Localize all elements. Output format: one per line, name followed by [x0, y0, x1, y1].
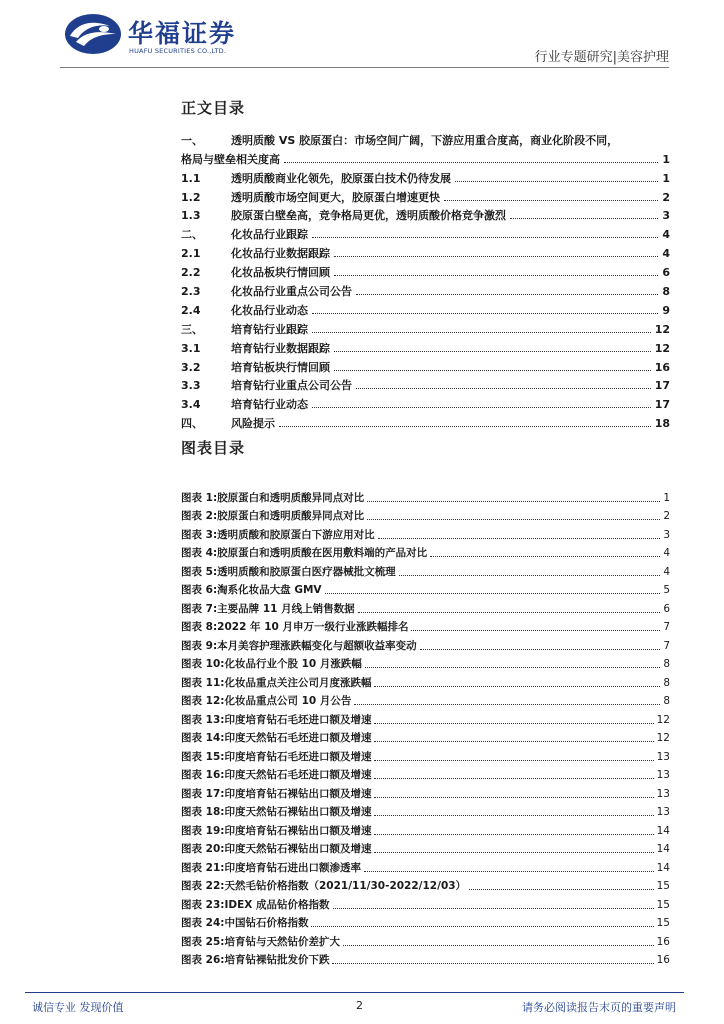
toc-entry[interactable]	[181, 411, 670, 430]
toc-entry-page: 9	[662, 303, 670, 317]
toc-entry[interactable]	[181, 392, 670, 411]
figure-page: 4	[663, 547, 670, 559]
toc-entry-page: 16	[654, 360, 670, 374]
toc-entry[interactable]	[181, 298, 670, 317]
figure-leader-dots	[378, 537, 661, 539]
figure-caption: 化妆品重点公司 10 月公告	[224, 695, 352, 707]
figure-caption: 透明质酸和胶原蛋白医疗器械批文梳理	[217, 565, 396, 578]
figure-caption: 印度培育钻石裸钻出口额及增速	[224, 824, 372, 837]
toc-entry-text: 风险提示	[231, 417, 275, 431]
figure-label: 图表 25:	[181, 935, 225, 948]
figure-page: 15	[656, 880, 670, 892]
figure-caption: 2022 年 10 月申万一级行业涨跌幅排名	[217, 621, 409, 633]
toc-entry-1[interactable]	[181, 128, 670, 166]
figure-caption: 胶原蛋白和透明质酸异同点对比	[217, 491, 365, 504]
figure-entry[interactable]	[181, 616, 670, 635]
toc-leader-dots	[334, 274, 658, 276]
toc-entry-page: 3	[662, 209, 670, 223]
toc-entry-text: 化妆品行业跟踪	[231, 228, 308, 242]
figure-entry[interactable]	[181, 838, 670, 857]
figure-label: 图表 19:	[181, 824, 225, 837]
figure-label: 图表 20:	[181, 843, 225, 855]
figure-entry[interactable]	[181, 782, 670, 801]
toc-entry-number: 二、	[181, 228, 203, 242]
toc-entry-text: 化妆品行业数据跟踪	[231, 247, 330, 261]
figure-leader-dots	[374, 685, 660, 687]
figure-leader-dots	[333, 907, 654, 909]
toc-leader-dots	[312, 236, 658, 238]
figure-caption: 印度培育钻石毛坯进口额及增速	[224, 713, 372, 726]
figure-list-title: 图表目录	[181, 439, 246, 457]
toc-leader-dots	[284, 161, 658, 163]
toc-entry-number: 3.1	[181, 341, 201, 355]
figure-label: 图表 26:	[181, 954, 225, 966]
figure-page: 15	[656, 898, 670, 911]
figure-entry[interactable]	[181, 505, 670, 524]
toc-entry-text: 化妆品板块行情回顾	[231, 266, 330, 280]
figure-page: 14	[656, 824, 670, 837]
figure-page: 12	[656, 713, 670, 726]
figure-page: 13	[656, 806, 670, 818]
brand-name-en: HUAFU SECURITIES CO.,LTD.	[129, 47, 227, 55]
toc-entry[interactable]	[181, 185, 670, 204]
figure-leader-dots	[343, 944, 654, 946]
toc-entry-number: 1.3	[181, 209, 201, 223]
toc-entry-text: 化妆品行业重点公司公告	[231, 285, 352, 299]
toc-entry[interactable]	[181, 279, 670, 298]
toc-entry-text: 胶原蛋白壁垒高，竞争格局更优，透明质酸价格竞争激烈	[231, 209, 506, 223]
figure-caption: 中国钻石价格指数	[224, 917, 309, 929]
toc-entry-text: 培育钻行业跟踪	[231, 322, 308, 336]
figure-leader-dots	[354, 703, 660, 705]
figure-page: 14	[656, 843, 670, 855]
figure-page: 8	[663, 658, 670, 670]
figure-label: 图表 22:	[181, 880, 225, 892]
figure-entry[interactable]	[181, 819, 670, 838]
figure-label: 图表 4:	[181, 547, 218, 559]
figure-caption: 主要品牌 11 月线上销售数据	[217, 602, 355, 615]
toc-entry-number: 1.2	[181, 190, 201, 204]
toc-leader-dots	[312, 406, 651, 408]
toc-leader-dots	[279, 425, 651, 427]
figure-page: 7	[663, 621, 670, 633]
figure-page: 13	[656, 750, 670, 763]
toc-entry-page: 2	[662, 190, 670, 204]
toc-entry-page: 17	[654, 379, 670, 393]
toc-entry-text: 透明质酸商业化领先，胶原蛋白技术仍待发展	[231, 171, 451, 185]
figure-leader-dots	[430, 555, 660, 557]
figure-entry[interactable]	[181, 930, 670, 949]
figure-entry[interactable]	[181, 801, 670, 820]
toc-leader-dots	[356, 293, 658, 295]
figure-label: 图表 18:	[181, 806, 225, 818]
figure-page: 8	[663, 676, 670, 689]
figure-page: 6	[663, 602, 670, 615]
toc-entry-page: 12	[654, 341, 670, 355]
toc-entry-text: 化妆品行业动态	[231, 303, 308, 317]
figure-label: 图表 2:	[181, 510, 218, 522]
figure-caption: 印度培育钻石进出口额渗透率	[224, 861, 361, 874]
figure-page: 2	[663, 510, 670, 522]
figure-caption: 胶原蛋白和透明质酸在医用敷料端的产品对比	[217, 547, 428, 559]
figure-entry[interactable]	[181, 597, 670, 616]
figure-label: 图表 16:	[181, 769, 225, 781]
figure-leader-dots	[332, 962, 653, 964]
figure-leader-dots	[358, 611, 661, 613]
figure-leader-dots	[374, 833, 653, 835]
figure-page: 13	[656, 787, 670, 800]
figure-entry[interactable]	[181, 671, 670, 690]
table-of-contents	[181, 128, 670, 430]
report-category: 行业专题研究|美容护理	[534, 50, 669, 65]
figure-leader-dots	[364, 870, 654, 872]
toc-leader-dots	[334, 350, 651, 352]
figure-leader-dots	[367, 518, 660, 520]
figure-page: 14	[656, 861, 670, 874]
figure-entry[interactable]	[181, 745, 670, 764]
figure-leader-dots	[374, 759, 653, 761]
figure-label: 图表 6:	[181, 584, 218, 596]
figure-caption: 培育钻与天然钻价差扩大	[224, 935, 340, 948]
figure-label: 图表 21:	[181, 861, 225, 874]
figure-page: 3	[663, 528, 670, 541]
toc-title: 正文目录	[181, 99, 246, 117]
figure-label: 图表 11:	[181, 676, 225, 689]
figure-entry[interactable]	[181, 690, 670, 709]
figure-caption: 化妆品重点关注公司月度涨跌幅	[224, 676, 372, 689]
figure-label: 图表 23:	[181, 898, 225, 911]
toc-leader-dots	[444, 199, 658, 201]
toc-leader-dots	[312, 331, 651, 333]
toc-entry-number: 3.3	[181, 379, 201, 393]
figure-leader-dots	[469, 888, 654, 890]
toc-entry-number: 2.2	[181, 266, 201, 280]
figure-leader-dots	[374, 814, 653, 816]
footer-disclaimer: 请务必阅读报告末页的重要声明	[522, 1001, 676, 1014]
toc-entry-text: 培育钻行业动态	[231, 398, 308, 412]
figure-entry[interactable]	[181, 542, 670, 561]
toc-leader-dots	[312, 312, 658, 314]
figure-caption: 胶原蛋白和透明质酸异同点对比	[217, 510, 365, 522]
toc-entry-text: 透明质酸市场空间更大，胶原蛋白增速更快	[231, 190, 440, 204]
figure-entry[interactable]	[181, 727, 670, 746]
toc-leader-dots	[356, 387, 651, 389]
figure-label: 图表 1:	[181, 491, 218, 504]
toc-entry-page: 18	[654, 417, 670, 431]
figure-entry[interactable]	[181, 949, 670, 968]
toc-entry-text: 透明质酸 VS 胶原蛋白：市场空间广阔，下游应用重合度高，商业化阶段不同，	[231, 133, 619, 147]
figure-entry[interactable]	[181, 893, 670, 912]
figure-page: 8	[663, 695, 670, 707]
figure-caption: 本月美容护理涨跌幅变化与超额收益率变动	[217, 639, 417, 652]
toc-entry-text-cont: 格局与壁垒相关度高	[181, 152, 280, 166]
figure-page: 15	[656, 917, 670, 929]
figure-caption: 透明质酸和胶原蛋白下游应用对比	[217, 528, 375, 541]
toc-entry-number: 2.4	[181, 303, 201, 317]
figure-page: 4	[663, 565, 670, 578]
figure-caption: 印度培育钻石毛坯进口额及增速	[224, 750, 372, 763]
figure-label: 图表 14:	[181, 732, 225, 744]
toc-entry-text: 培育钻行业重点公司公告	[231, 379, 352, 393]
figure-leader-dots	[399, 574, 661, 576]
toc-entry[interactable]	[181, 166, 670, 185]
toc-entry[interactable]	[181, 355, 670, 374]
toc-entry-page: 17	[654, 398, 670, 412]
figure-entry[interactable]	[181, 875, 670, 894]
brand-name-cn: 华福证券	[128, 19, 237, 48]
figure-label: 图表 7:	[181, 602, 218, 615]
page-number: 2	[356, 999, 363, 1012]
figure-page: 5	[663, 584, 670, 596]
figure-leader-dots	[374, 851, 653, 853]
figure-page: 16	[656, 954, 670, 966]
toc-entry-text: 培育钻行业数据跟踪	[231, 341, 330, 355]
figure-caption: 印度培育钻石裸钻出口额及增速	[224, 787, 372, 800]
toc-entry-page: 4	[662, 228, 670, 242]
figure-label: 图表 10:	[181, 658, 225, 670]
toc-leader-dots	[334, 369, 651, 371]
figure-page: 16	[656, 935, 670, 948]
figure-caption: 印度天然钻石裸钻出口额及增速	[224, 806, 372, 818]
toc-entry-number: 2.3	[181, 285, 201, 299]
header-divider	[60, 67, 669, 68]
figure-entry[interactable]	[181, 486, 670, 505]
figure-label: 图表 15:	[181, 750, 225, 763]
figure-leader-dots	[420, 648, 661, 650]
figure-label: 图表 8:	[181, 621, 218, 633]
figure-caption: 印度天然钻石裸钻出口额及增速	[224, 843, 372, 855]
figure-label: 图表 5:	[181, 565, 218, 578]
toc-entry-page: 1	[662, 171, 670, 185]
toc-entry-number: 一、	[181, 133, 203, 147]
figure-leader-dots	[311, 925, 653, 927]
toc-entry-page: 4	[662, 247, 670, 261]
huafu-logo-icon	[64, 12, 122, 56]
figure-leader-dots	[367, 500, 660, 502]
figure-leader-dots	[374, 796, 653, 798]
figure-label: 图表 13:	[181, 713, 225, 726]
toc-entry[interactable]	[181, 374, 670, 393]
figure-page: 12	[656, 732, 670, 744]
toc-entry-number: 三、	[181, 322, 203, 336]
figure-caption: 淘系化妆品大盘 GMV	[217, 584, 322, 596]
figure-page: 1	[663, 491, 670, 504]
toc-entry-text: 培育钻板块行情回顾	[231, 360, 330, 374]
figure-leader-dots	[325, 592, 661, 594]
figure-leader-dots	[374, 722, 653, 724]
figure-leader-dots	[374, 777, 653, 779]
figure-entry[interactable]	[181, 708, 670, 727]
footer-slogan: 诚信专业 发现价值	[32, 1001, 124, 1014]
toc-entry[interactable]	[181, 317, 670, 336]
figure-page: 7	[663, 639, 670, 652]
toc-entry-number: 四、	[181, 417, 203, 431]
footer-divider	[25, 992, 684, 993]
figure-caption: 印度天然钻石毛坯进口额及增速	[224, 769, 372, 781]
toc-entry[interactable]	[181, 260, 670, 279]
toc-entry[interactable]	[181, 241, 670, 260]
toc-entry-page: 12	[654, 322, 670, 336]
figure-caption: IDEX 成品钻价格指数	[224, 898, 330, 911]
toc-leader-dots	[510, 217, 658, 219]
figure-entry[interactable]	[181, 579, 670, 598]
figure-entry[interactable]	[181, 912, 670, 931]
toc-entry-number: 1.1	[181, 171, 201, 185]
figure-label: 图表 24:	[181, 917, 225, 929]
toc-entry[interactable]	[181, 336, 670, 355]
toc-entry-page: 8	[662, 285, 670, 299]
figure-page: 13	[656, 769, 670, 781]
toc-entry-number: 3.4	[181, 398, 201, 412]
toc-leader-dots	[455, 180, 658, 182]
figure-label: 图表 9:	[181, 639, 218, 652]
figure-leader-dots	[374, 740, 653, 742]
figure-list	[181, 486, 670, 967]
figure-entry[interactable]	[181, 856, 670, 875]
toc-entry-page: 1	[662, 152, 670, 166]
figure-entry[interactable]	[181, 523, 670, 542]
figure-entry[interactable]	[181, 653, 670, 672]
figure-entry[interactable]	[181, 560, 670, 579]
figure-entry[interactable]	[181, 764, 670, 783]
toc-entry-number: 3.2	[181, 360, 201, 374]
figure-caption: 天然毛钻价格指数（2021/11/30-2022/12/03）	[224, 880, 467, 892]
figure-caption: 印度天然钻石毛坯进口额及增速	[224, 732, 372, 744]
toc-entry[interactable]	[181, 222, 670, 241]
figure-entry[interactable]	[181, 634, 670, 653]
toc-entry[interactable]	[181, 204, 670, 223]
toc-entry-number: 2.1	[181, 247, 201, 261]
figure-caption: 化妆品行业个股 10 月涨跌幅	[224, 658, 362, 670]
toc-leader-dots	[334, 255, 658, 257]
figure-label: 图表 3:	[181, 528, 218, 541]
figure-leader-dots	[411, 629, 660, 631]
figure-caption: 培育钻裸钻批发价下跌	[224, 954, 330, 966]
page-header	[0, 0, 724, 70]
toc-entry-page: 6	[662, 266, 670, 280]
figure-label: 图表 17:	[181, 787, 225, 800]
figure-label: 图表 12:	[181, 695, 225, 707]
figure-leader-dots	[365, 666, 660, 668]
